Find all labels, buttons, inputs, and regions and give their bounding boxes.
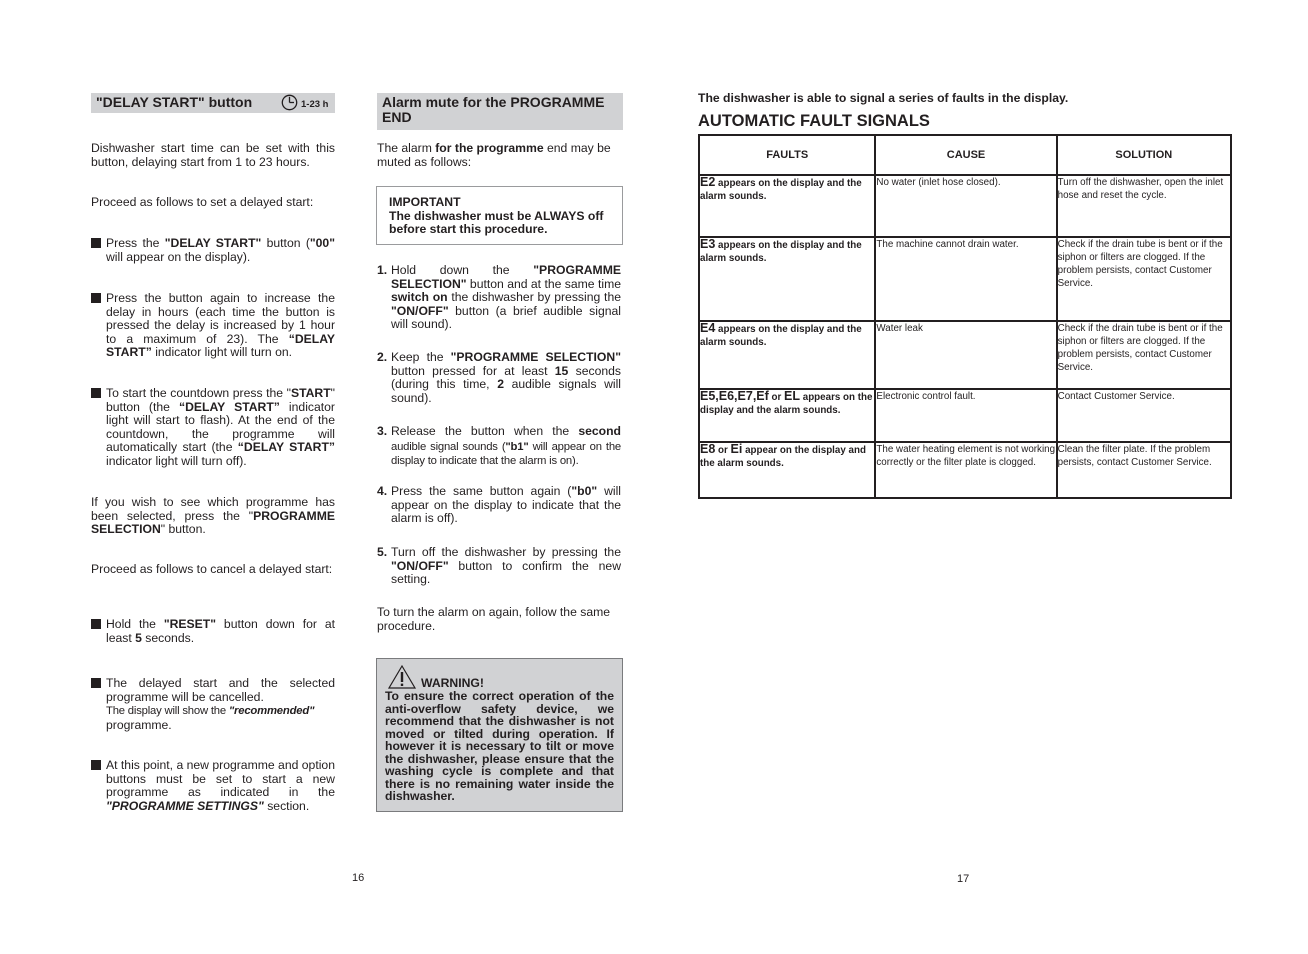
step-5: 5. Turn off the dishwasher by pressing the "ON/OFF" button to confirm the new setting. xyxy=(377,545,621,587)
warning-title: WARNING! xyxy=(421,676,484,690)
fault-cell: E4 appears on the display and the alarm sounds. xyxy=(699,321,875,389)
fault-cell: E3 appears on the display and the alarm sounds. xyxy=(699,237,875,321)
cause-cell: The machine cannot drain water. xyxy=(875,237,1056,321)
warning-text: To ensure the correct operation of the anti-overflow safety device, we recommend that the dishwasher is not moved or tilted during operation. If however it is necessary to tilt or move the dishwasher, please ensure that the washing cycle is complete and that there is no remaining water inside the dishwasher. xyxy=(385,689,614,803)
bullet-square xyxy=(91,293,101,303)
delay-start-heading xyxy=(91,93,335,113)
bullet-press-delay: Press the "DELAY START" button ("00" will appear on the display). xyxy=(91,237,335,264)
warning-box xyxy=(376,658,623,812)
table-row xyxy=(699,175,1231,237)
table-row xyxy=(699,442,1231,498)
table-row xyxy=(699,237,1231,321)
cause-cell: No water (inlet hose closed). xyxy=(875,175,1056,237)
table-row xyxy=(699,389,1231,442)
step-4: 4. Press the same button again ("b0" will appear on the display to indicate that the alarm is off). xyxy=(377,484,622,526)
col-header-cause: CAUSE xyxy=(875,135,1056,175)
bullet-square xyxy=(91,678,101,688)
table-row xyxy=(699,321,1231,389)
cause-cell: Water leak xyxy=(875,321,1056,389)
solution-cell: Contact Customer Service. xyxy=(1057,389,1231,442)
faults-intro: The dishwasher is able to signal a series of faults in the display. xyxy=(698,91,1069,105)
bullet-square xyxy=(91,238,101,248)
turn-on-again-text: To turn the alarm on again, follow the same procedure. xyxy=(377,605,611,633)
cause-cell: Electronic control fault. xyxy=(875,389,1056,442)
fault-cell: E8 or Ei appear on the display and the alarm sounds. xyxy=(699,442,875,498)
fault-cell: E2 appears on the display and the alarm sounds. xyxy=(699,175,875,237)
programme-selected-text: If you wish to see which programme has been selected, press the "PROGRAMME SELECTION" button. xyxy=(91,495,335,537)
fault-cell: E5,E6,E7,Ef or EL appears on the display and the alarm sounds. xyxy=(699,389,875,442)
col-header-faults: FAULTS xyxy=(699,135,875,175)
table-header-row xyxy=(699,135,1231,175)
bullet-hold-reset: Hold the "RESET" button down for at least 5 seconds. xyxy=(91,618,335,645)
alarm-mute-heading: Alarm mute for the PROGRAMME END xyxy=(377,93,623,130)
bullet-new-programme: At this point, a new programme and option buttons must be set to start a new programme as indicated in the "PROGRAMME SETTINGS" section. xyxy=(91,759,335,813)
fault-table-grid xyxy=(698,134,1232,499)
step-3: 3. Release the button when the second audible signal sounds ("b1" will appear on the display to indicate that the alarm is on). xyxy=(377,424,621,468)
delay-range-label: 1-23 h xyxy=(301,99,329,110)
important-text: The dishwasher must be ALWAYS off before start this procedure. xyxy=(389,208,604,237)
page-number-right: 17 xyxy=(957,873,970,885)
proceed-cancel-text: Proceed as follows to cancel a delayed start: xyxy=(91,562,333,576)
page-number-left: 16 xyxy=(352,872,365,884)
cause-cell: The water heating element is not working correctly or the filter plate is clogged. xyxy=(875,442,1056,498)
col-header-solution: SOLUTION xyxy=(1057,135,1231,175)
important-box xyxy=(376,186,623,245)
fault-signals-title: AUTOMATIC FAULT SIGNALS xyxy=(698,112,930,130)
step-1: 1. Hold down the "PROGRAMME SELECTION" button and at the same time switch on the dishwasher by pressing the "ON/OFF" button (a brief audible signal will sound). xyxy=(377,263,622,332)
solution-cell: Turn off the dishwasher, open the inlet hose and reset the cycle. xyxy=(1057,175,1231,237)
proceed-set-text: Proceed as follows to set a delayed start: xyxy=(91,195,314,209)
bullet-square xyxy=(91,619,101,629)
warning-triangle-icon xyxy=(387,664,417,695)
delay-intro: Dishwasher start time can be set with this button, delaying start from 1 to 23 hours. xyxy=(91,141,335,169)
important-title: IMPORTANT xyxy=(389,195,461,209)
clock-delay-icon xyxy=(281,94,299,114)
bullet-square xyxy=(91,388,101,398)
bullet-square xyxy=(91,760,101,770)
fault-table xyxy=(698,134,1232,499)
bullet-cancelled: The delayed start and the selected programme will be cancelled. The display will show the "recommended" programme. xyxy=(91,677,335,732)
solution-cell: Check if the drain tube is bent or if the siphon or filters are clogged. If the problem persists, contact Customer Service. xyxy=(1057,237,1231,321)
solution-cell: Check if the drain tube is bent or if the siphon or filters are clogged. If the problem persists, contact Customer Service. xyxy=(1057,321,1231,389)
delay-start-title: "DELAY START" button xyxy=(96,94,253,110)
bullet-increase-delay: Press the button again to increase the delay in hours (each time the button is pressed the delay is increased by 1 hour to a maximum of 23). The “DELAY START” indicator light will turn on. xyxy=(91,292,335,360)
solution-cell: Clean the filter plate. If the problem persists, contact Customer Service. xyxy=(1057,442,1231,498)
alarm-intro: The alarm for the programme end may be muted as follows: xyxy=(377,141,611,169)
step-2: 2. Keep the "PROGRAMME SELECTION" button pressed for at least 15 seconds (during this time, 2 audible signals will sound). xyxy=(377,350,621,405)
bullet-start-countdown: To start the countdown press the "START" button (the “DELAY START” indicator light will start to flash). At the end of the countdown, the programme will automatically start (the “DELAY START” indicator light will turn off). xyxy=(91,387,335,469)
